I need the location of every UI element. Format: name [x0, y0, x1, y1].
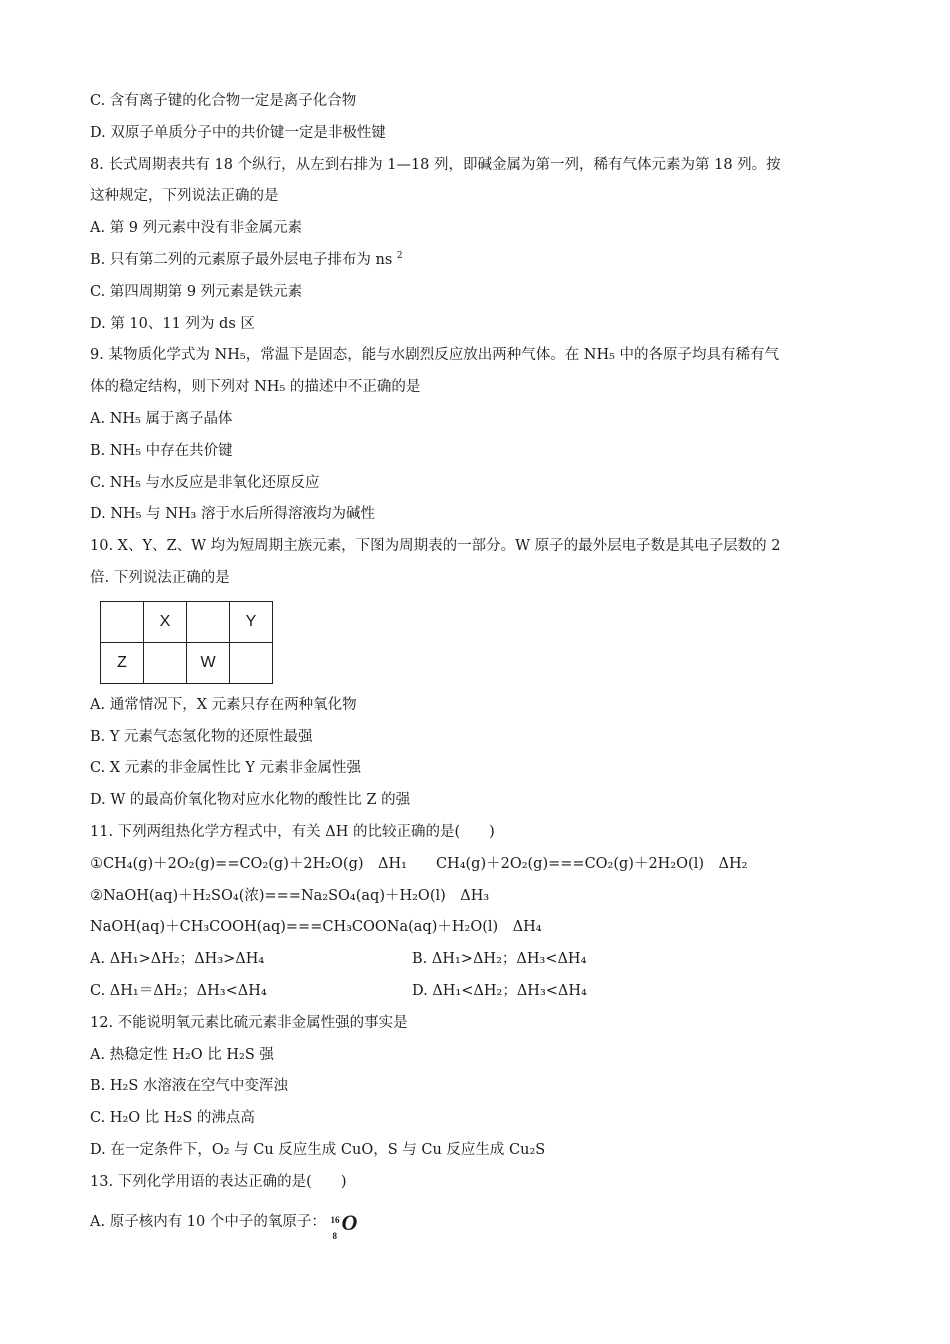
- q8-stem-1: 8. 长式周期表共有 18 个纵行，从左到右排为 1—18 列，即碱金属为第一列，稀有气体元素为第 18 列。按: [90, 156, 781, 173]
- q10-stem-2: 倍. 下列说法正确的是: [90, 569, 230, 586]
- table-cell: Y: [230, 601, 273, 642]
- q12-option-d: D. 在一定条件下，O₂ 与 Cu 反应生成 CuO，S 与 Cu 反应生成 Cu₂S: [90, 1141, 546, 1158]
- q10-option-d: D. W 的最高价氧化物对应水化物的酸性比 Z 的强: [90, 792, 411, 809]
- q10-option-c: C. X 元素的非金属性比 Y 元素非金属性强: [90, 760, 362, 777]
- q11-equation-3: NaOH(aq)＋CH₃COOH(aq)===CH₃COONa(aq)＋H₂O(l) ΔH₄: [90, 919, 542, 936]
- q13-option-a-text: A. 原子核内有 10 个中子的氧原子：: [90, 1213, 326, 1230]
- q9-option-d: D. NH₅ 与 NH₃ 溶于水后所得溶液均为碱性: [90, 506, 375, 523]
- q9-option-c: C. NH₅ 与水反应是非氧化还原反应: [90, 474, 320, 491]
- q8-option-d: D. 第 10、11 列为 ds 区: [90, 315, 255, 332]
- exam-page: [90, 86, 880, 1241]
- q13-option-a: [90, 1207, 880, 1239]
- q12-option-c: C. H₂O 比 H₂S 的沸点高: [90, 1110, 255, 1127]
- q9-option-b: B. NH₅ 中存在共价键: [90, 442, 233, 459]
- q13-stem: 13. 下列化学用语的表达正确的是( ): [90, 1173, 347, 1190]
- oxygen-isotope-symbol: [330, 1209, 360, 1241]
- table-row: [101, 601, 273, 642]
- q12-option-a: A. 热稳定性 H₂O 比 H₂S 强: [90, 1046, 274, 1063]
- q10-option-b: B. Y 元素气态氢化物的还原性最强: [90, 728, 313, 745]
- q11-stem: 11. 下列两组热化学方程式中，有关 ΔH 的比较正确的是( ): [90, 823, 495, 840]
- table-cell: [101, 601, 144, 642]
- q9-option-a: A. NH₅ 属于离子晶体: [90, 410, 233, 427]
- isotope-element-symbol: O: [341, 1209, 358, 1235]
- q11-equation-2: ②NaOH(aq)＋H₂SO₄(浓)===Na₂SO₄(aq)＋H₂O(l) ΔH₃: [90, 887, 490, 904]
- q8-option-a: A. 第 9 列元素中没有非金属元素: [90, 220, 303, 237]
- q8-option-c: C. 第四周期第 9 列元素是铁元素: [90, 283, 303, 300]
- isotope-atomic-number: 8: [332, 1230, 337, 1241]
- q8-stem-2: 这种规定，下列说法正确的是: [90, 188, 279, 205]
- table-row: [101, 642, 273, 683]
- q10-option-a: A. 通常情况下，X 元素只存在两种氧化物: [90, 696, 357, 713]
- q11-option-c: C. ΔH₁＝ΔH₂；ΔH₃<ΔH₄: [90, 982, 267, 999]
- q11-option-a: A. ΔH₁>ΔH₂；ΔH₃>ΔH₄: [90, 951, 265, 968]
- q7-option-d: D. 双原子单质分子中的共价键一定是非极性键: [90, 124, 386, 141]
- q11-option-d: D. ΔH₁<ΔH₂；ΔH₃<ΔH₄: [412, 982, 587, 999]
- q12-stem: 12. 不能说明氧元素比硫元素非金属性强的事实是: [90, 1014, 408, 1031]
- q11-options-cd: [90, 976, 880, 1008]
- table-cell: W: [187, 642, 230, 683]
- table-cell: Z: [101, 642, 144, 683]
- q11-options-ab: [90, 944, 880, 976]
- q9-stem-1: 9. 某物质化学式为 NH₅，常温下是固态，能与水剧烈反应放出两种气体。在 NH₅ 中的各原子均具有稀有气: [90, 347, 780, 364]
- q7-option-c: C. 含有离子键的化合物一定是离子化合物: [90, 93, 357, 109]
- table-cell: [144, 642, 187, 683]
- q10-stem-1: 10. X、Y、Z、W 均为短周期主族元素，下图为周期表的一部分。W 原子的最外层电子数是其电子层数的 2: [90, 538, 781, 555]
- q12-option-b: B. H₂S 水溶液在空气中变浑浊: [90, 1078, 288, 1095]
- q8-option-b-sup: 2: [396, 251, 403, 262]
- table-cell: [187, 601, 230, 642]
- periodic-table-fragment: [100, 601, 273, 684]
- table-cell: [230, 642, 273, 683]
- q11-option-b: B. ΔH₁>ΔH₂；ΔH₃<ΔH₄: [412, 951, 587, 968]
- q8-option-b: [90, 245, 880, 277]
- q9-stem-2: 体的稳定结构，则下列对 NH₅ 的描述中不正确的是: [90, 379, 421, 396]
- q11-equation-1: ①CH₄(g)＋2O₂(g)==CO₂(g)＋2H₂O(g) ΔH₁ CH₄(g)＋2O₂(g)===CO₂(g)＋2H₂O(l) ΔH₂: [90, 855, 748, 872]
- table-cell: X: [144, 601, 187, 642]
- q8-option-b-text: B. 只有第二列的元素原子最外层电子排布为 ns: [90, 251, 393, 268]
- isotope-mass-number: 16: [330, 1214, 340, 1225]
